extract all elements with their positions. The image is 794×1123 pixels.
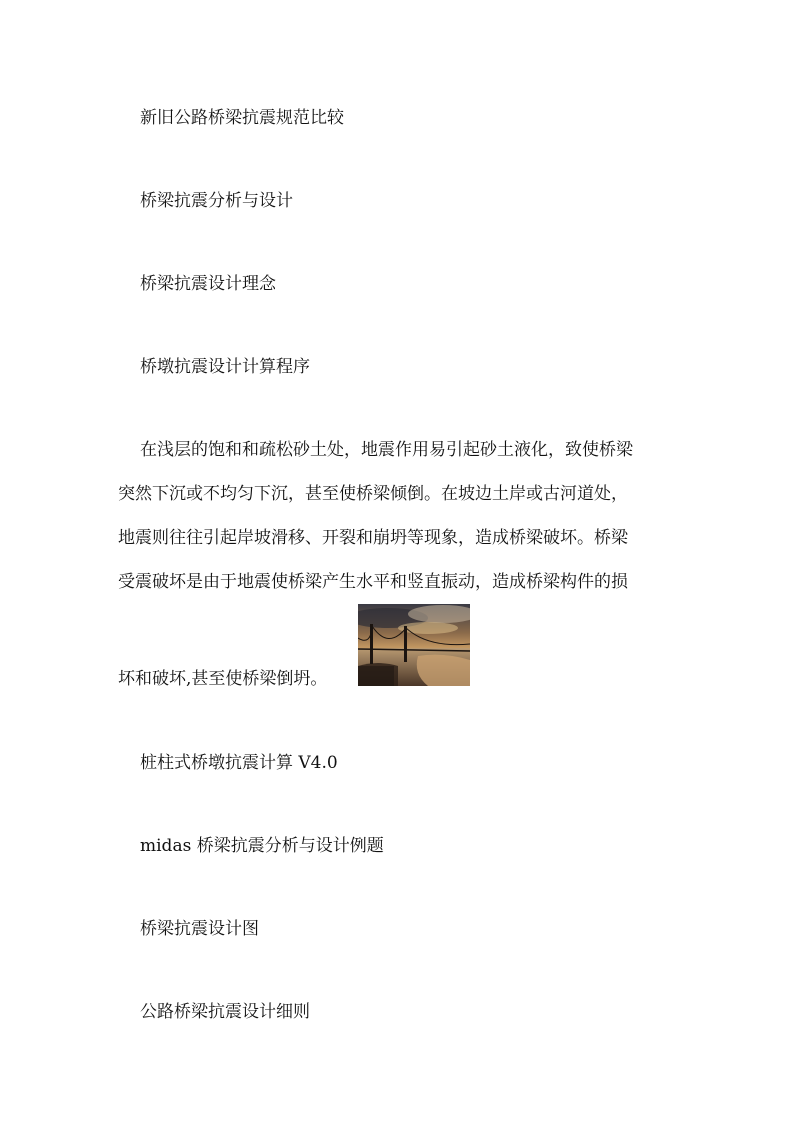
heading-7: 桥梁抗震设计图 [140, 919, 259, 939]
paragraph-line-5: 坏和破坏,甚至使桥梁倒坍。 [118, 669, 328, 689]
heading-4: 桥墩抗震设计计算程序 [140, 357, 310, 377]
heading-3: 桥梁抗震设计理念 [140, 274, 276, 294]
paragraph-line-4: 受震破坏是由于地震使桥梁产生水平和竖直振动，造成桥梁构件的损 [118, 572, 628, 592]
paragraph-line-2: 突然下沉或不均匀下沉，甚至使桥梁倾倒。在坡边土岸或古河道处， [118, 484, 628, 504]
heading-1: 新旧公路桥梁抗震规范比较 [140, 108, 344, 128]
paragraph-line-3: 地震则往往引起岸坡滑移、开裂和崩坍等现象，造成桥梁破坏。桥梁 [118, 528, 628, 548]
heading-6: midas 桥梁抗震分析与设计例题 [140, 836, 384, 856]
heading-8: 公路桥梁抗震设计细则 [140, 1002, 310, 1022]
heading-5: 桩柱式桥墩抗震计算 V4.0 [140, 753, 338, 773]
paragraph-line-1: 在浅层的饱和和疏松砂土处，地震作用易引起砂土液化，致使桥梁 [140, 440, 633, 460]
heading-2: 桥梁抗震分析与设计 [140, 191, 293, 211]
bridge-photo [358, 604, 470, 686]
